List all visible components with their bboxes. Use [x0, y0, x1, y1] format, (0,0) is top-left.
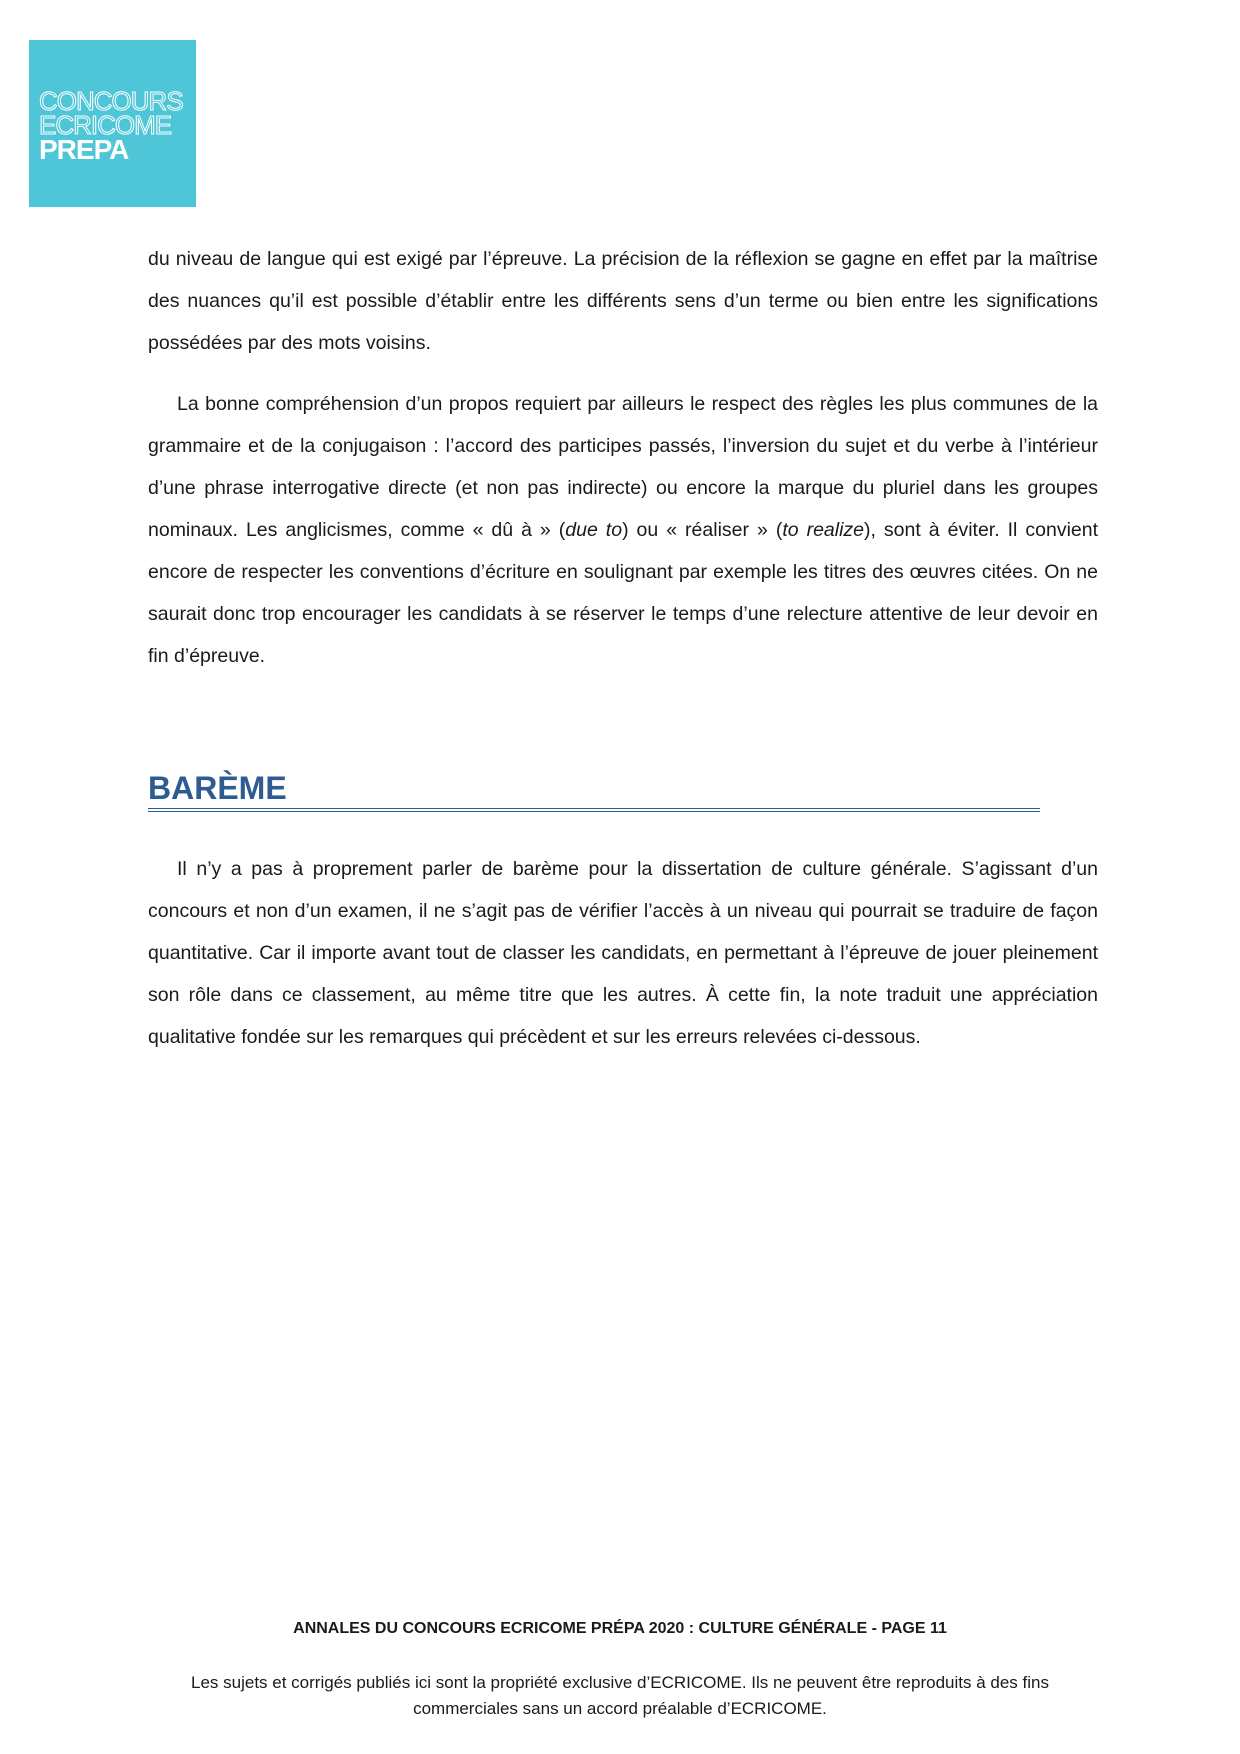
- paragraph-grammar: [148, 383, 1098, 677]
- paragraph-grammar-part-b: ) ou « réaliser » (: [622, 519, 783, 541]
- logo-line-concours: CONCOURS: [39, 86, 183, 116]
- paragraph-grammar-part-a: La bonne compréhension d’un propos requiert par ailleurs le respect des règles les plus communes de la grammaire et de la conjugaison : l’accord des participes passés, l’inversion du sujet et du verbe à l’intérieur d’une phrase interrogative directe (et non pas indirecte) ou encore la marque du pluriel dans les groupes nominaux. Les anglicismes, comme « dû à » (: [148, 393, 1098, 541]
- footer-copyright-note: Les sujets et corrigés publiés ici sont la propriété exclusive d’ECRICOME. Ils ne peuvent être reproduits à des fins commerciales sans un accord préalable d’ECRICOME.: [191, 1673, 1049, 1718]
- paragraph-bareme: Il n’y a pas à proprement parler de barème pour la dissertation de culture générale. S’agissant d’un concours et non d’un examen, il ne s’agit pas de vérifier l’accès à un niveau qui pourrait se traduire de façon quantitative. Car il importe avant tout de classer les candidats, en permettant à l’épreuve de jouer pleinement son rôle dans ce classement, au même titre que les autres. À cette fin, la note traduit une appréciation qualitative fondée sur les remarques qui précèdent et sur les erreurs relevées ci-dessous.: [148, 858, 1098, 1048]
- section-heading-text: BARÈME: [148, 770, 287, 806]
- logo-line-prepa: PREPA: [39, 134, 129, 165]
- logo-line-ecricome: ECRICOME: [39, 110, 172, 140]
- footer-title: ANNALES DU CONCOURS ECRICOME PRÉPA 2020 : CULTURE GÉNÉRALE - PAGE 11: [293, 1620, 947, 1637]
- paragraph-grammar-part-c: ), sont à éviter. Il convient encore de respecter les conventions d’écriture en soulignant par exemple les titres des œuvres citées. On ne saurait donc trop encourager les candidats à se réserver le temps d’une relecture attentive de leur devoir en fin d’épreuve.: [148, 519, 1099, 667]
- ecricome-logo: [29, 40, 196, 207]
- paragraph-grammar-italic-to-realize: to realize: [782, 519, 865, 541]
- paragraph-language-level: du niveau de langue qui est exigé par l’épreuve. La précision de la réflexion se gagne en effet par la maîtrise des nuances qu’il est possible d’établir entre les différents sens d’un terme ou bien entre les significations possédées par des mots voisins.: [148, 248, 1098, 354]
- paragraph-grammar-italic-due-to: due to: [565, 519, 623, 541]
- section-heading-bareme: [148, 768, 1040, 812]
